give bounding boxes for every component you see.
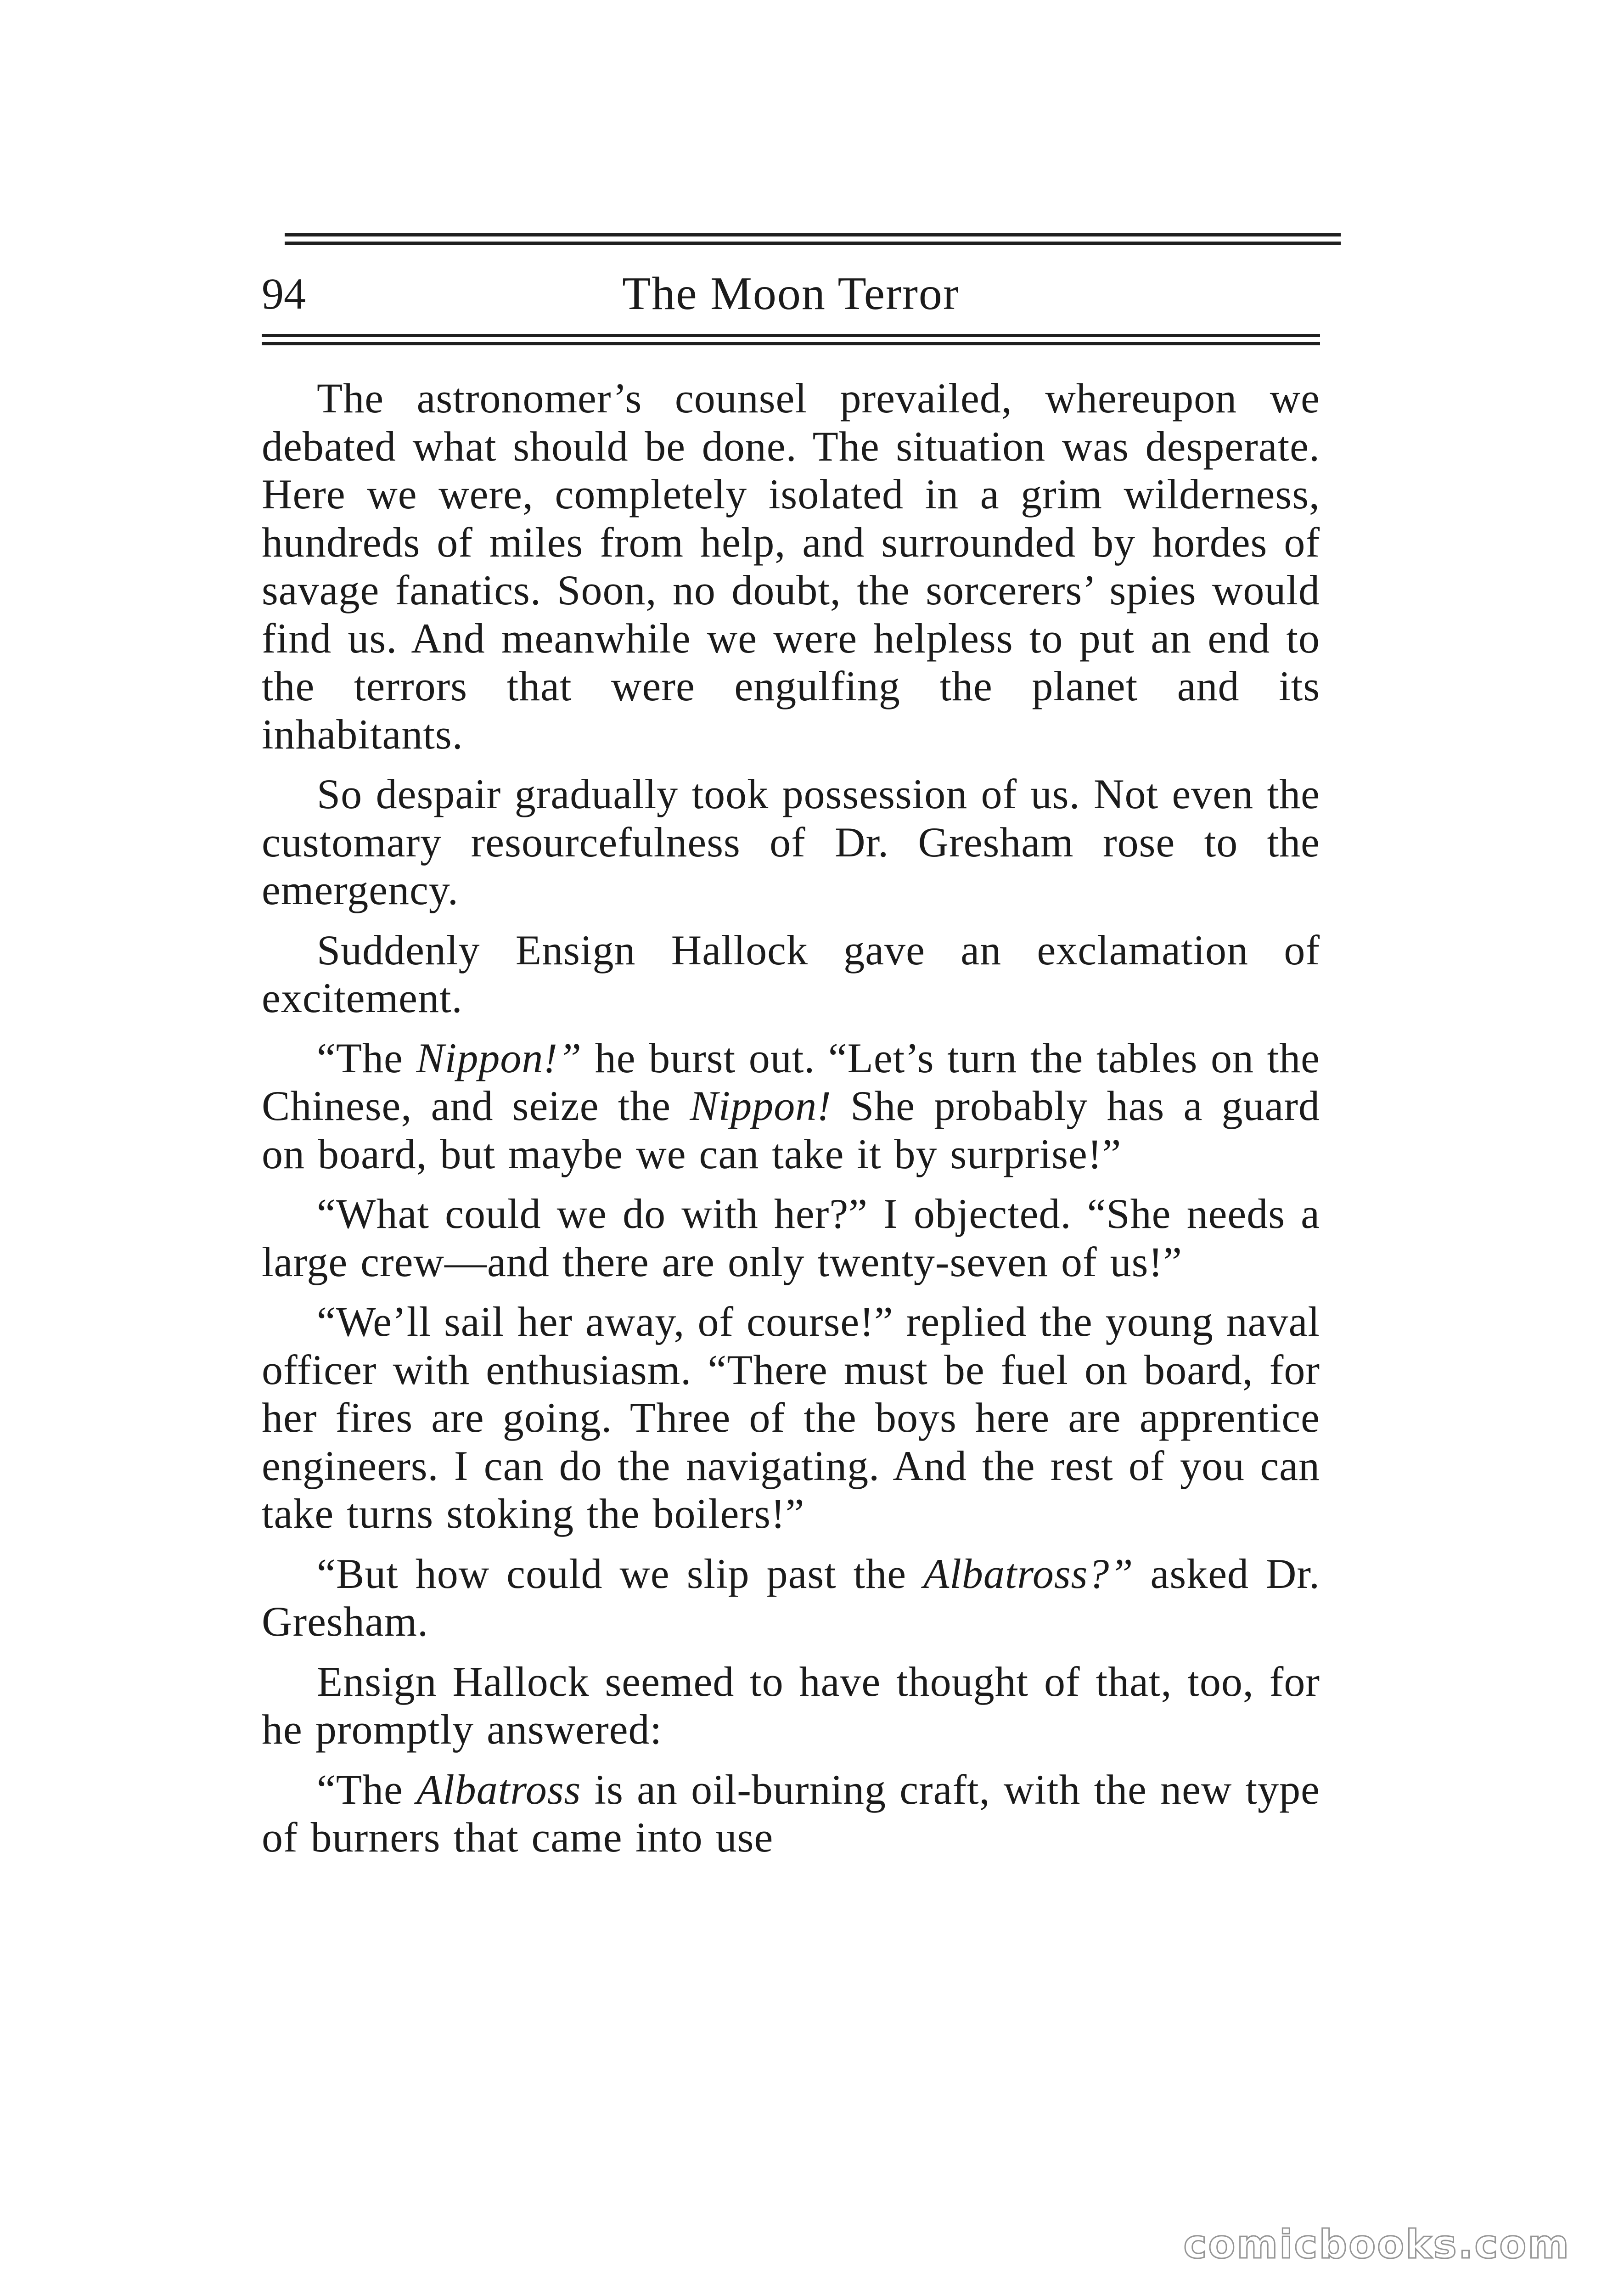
text-run: he burst out. “Let’s turn the tables on the Chinese, and seize the [262, 1034, 1320, 1129]
italic-text: Albatross?” [923, 1550, 1134, 1597]
italic-text: Nippon!” [416, 1034, 582, 1081]
rule-line [262, 334, 1320, 337]
text-run: The astronomer’s counsel prevailed, whereupon we debated what should be done. The situation was desperate. Here we were, completely isolated in a grim wilderness, hundreds of miles from help, and surrounded by hordes of savage fanatics. Soon, no doubt, the sorcerers’ spies would find us. And meanwhile we were helpless to put an end to the terrors that were engulfing the planet and its inhabitants. [262, 375, 1320, 758]
text-run: She probably has a guard on board, but maybe we can take it by surprise!” [262, 1082, 1320, 1177]
rule-line [285, 242, 1341, 245]
header-rule-bottom [262, 334, 1320, 350]
rule-line [285, 233, 1341, 236]
watermark: comicbooks.com [1183, 2222, 1570, 2268]
paragraph [262, 1298, 1320, 1538]
paragraph [262, 770, 1320, 914]
text-run: “But how could we slip past the [317, 1550, 924, 1597]
italic-text: Albatross [416, 1766, 581, 1813]
text-run: So despair gradually took possession of us. Not even the customary resourcefulness of Dr. Gresham rose to the emergency. [262, 771, 1320, 913]
text-run: is an oil-burning craft, with the new type of burners that came into use [262, 1766, 1320, 1861]
paragraph [262, 926, 1320, 1022]
text-run: asked Dr. Gresham. [262, 1550, 1320, 1645]
paragraph [262, 1658, 1320, 1754]
running-head [262, 262, 1320, 326]
rule-line [262, 342, 1320, 345]
paragraph [262, 1034, 1320, 1178]
book-title: The Moon Terror [622, 268, 960, 320]
paragraph [262, 374, 1320, 758]
text-run: “We’ll sail her away, of course!” replied the young naval officer with enthusiasm. “There must be fuel on board, for her fires are going. Three of the boys here are apprentice engineers. I can do the navigating. And the rest of you can take turns stoking the boilers!” [262, 1298, 1320, 1537]
page-number: 94 [262, 269, 306, 318]
text-run: Suddenly Ensign Hallock gave an exclamation of excitement. [262, 926, 1320, 1021]
header-rule-top [285, 233, 1341, 250]
text-run: Ensign Hallock seemed to have thought of that, too, for he promptly answered: [262, 1658, 1320, 1753]
paragraph [262, 1190, 1320, 1286]
italic-text: Nippon! [690, 1082, 832, 1129]
paragraph [262, 1550, 1320, 1646]
text-run: “The [317, 1766, 417, 1813]
text-run: “What could we do with her?” I objected. “She needs a large crew—and there are only twenty-seven of us!” [262, 1190, 1320, 1285]
paragraph [262, 1766, 1320, 1862]
body-text [262, 374, 1320, 1874]
text-run: “The [317, 1034, 416, 1081]
